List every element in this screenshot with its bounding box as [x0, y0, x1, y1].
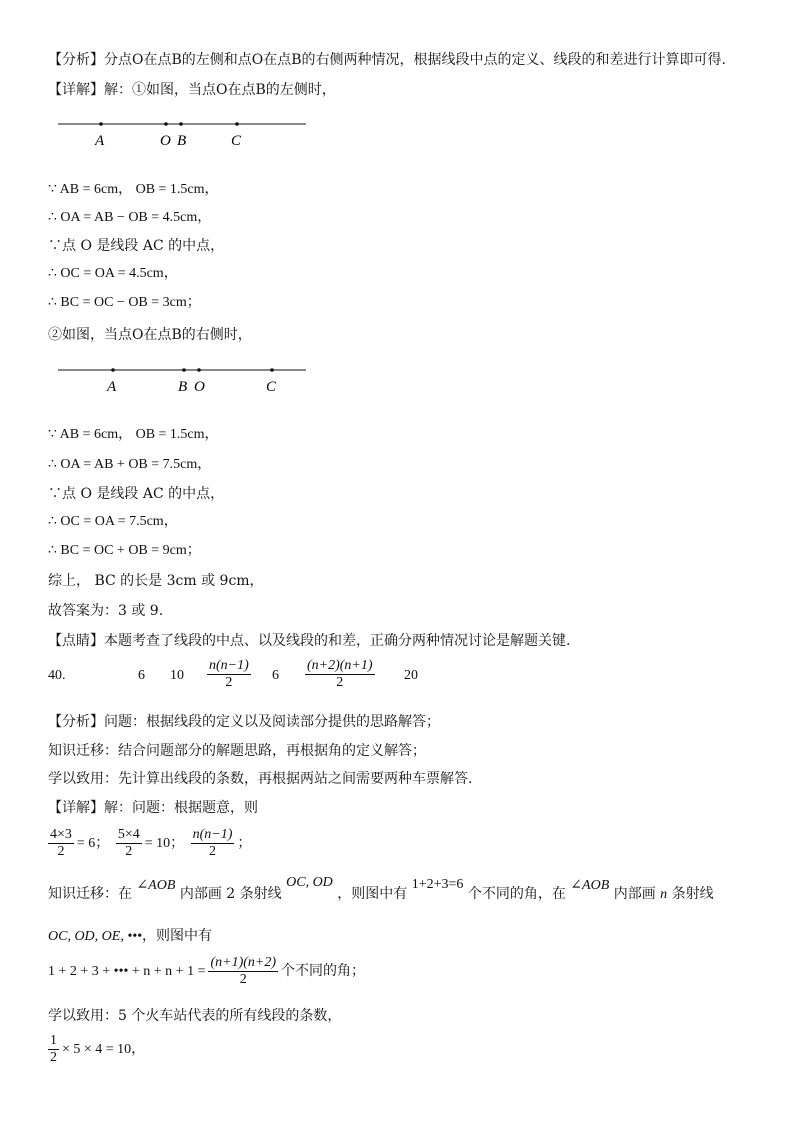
transfer-text-f: 条射线 [671, 886, 714, 902]
case2-line-4: ∴ OC = OA = 7.5cm， [48, 514, 178, 529]
sum-lhs: 1 + 2 + 3 + ••• + n + n + 1 = [48, 964, 206, 979]
analysis2-text-1: 问题：根据线段的定义以及阅读部分提供的思路解答； [104, 714, 440, 730]
fraction-numerator: 4×3 [50, 827, 72, 843]
apply-equation [48, 1032, 145, 1068]
angle-count-sum: 1+2+3=6 [411, 877, 464, 892]
answer-4: 6 [272, 668, 279, 683]
point-b [179, 122, 183, 126]
point-b [182, 368, 186, 372]
case2-line-3: ∵点 O 是线段 AC 的中点， [48, 486, 225, 502]
analysis2-tag: 【分析】 [48, 714, 104, 730]
label-c: C [266, 379, 277, 395]
rays-oc-od: OC, OD [286, 875, 333, 890]
fraction-denominator: 2 [336, 675, 344, 690]
analysis2-line-1 [48, 712, 440, 732]
fraction-denominator: 2 [50, 1050, 57, 1066]
case2-intro: ②如图，当点O在点B的右侧时， [48, 327, 252, 343]
answer-1: 6 [138, 668, 145, 683]
sum-text: 个不同的角； [281, 963, 366, 979]
case1-line-3: ∵点 O 是线段 AC 的中点， [48, 238, 225, 254]
transfer-text-e: 内部画 [613, 886, 656, 902]
label-a: A [95, 133, 105, 149]
angle-sum-equation [48, 953, 365, 990]
label-b: B [177, 133, 187, 149]
rays-list: OC, OD, OE, ••• [48, 929, 143, 944]
case1-line-1: ∵ AB = 6cm， OB = 1.5cm， [48, 182, 219, 197]
point-c [270, 368, 274, 372]
equation-result-3: ； [237, 836, 252, 851]
analysis-paragraph [48, 50, 726, 70]
question-number: 40. [48, 668, 66, 683]
fraction-denominator: 2 [125, 844, 133, 860]
case1-line-5: ∴ BC = OC − OB = 3cm； [48, 295, 201, 310]
case1-line-4: ∴ OC = OA = 4.5cm， [48, 266, 178, 281]
line-diagram-case1 [58, 112, 310, 152]
detail-tag: 【详解】 [48, 82, 104, 98]
point-o [164, 122, 168, 126]
detail2-tag: 【详解】 [48, 800, 104, 816]
case1-line-2: ∴ OA = AB − OB = 4.5cm， [48, 210, 212, 225]
answer-6: 20 [404, 668, 418, 683]
label-a: A [107, 379, 117, 395]
problem-equation [48, 826, 251, 862]
fraction-numerator: n(n−1) [192, 827, 233, 843]
fraction-numerator: 1 [50, 1033, 57, 1049]
apply-line: 学以致用：5 个火车站代表的所有线段的条数， [48, 1008, 342, 1024]
analysis2-line-3: 学以致用：先计算出线段的条数，再根据两站之间需要两种车票解答. [48, 771, 473, 787]
line-diagram-case2 [58, 358, 310, 398]
transfer-text-a: 知识迁移：在 [48, 886, 132, 902]
apply-equation-rest: × 5 × 4 = 10， [62, 1042, 146, 1057]
summary-line: 综上， BC 的长是 3cm 或 9cm， [48, 573, 264, 589]
transfer-text-b: 内部画 2 条射线 [179, 886, 282, 902]
angle-aob: ∠AOB [570, 878, 610, 893]
transfer-text-d: 个不同的角，在 [467, 886, 566, 902]
point-a [111, 368, 115, 372]
fraction-denominator: 2 [57, 844, 65, 860]
case1-intro: 解：①如图，当点O在点B的左侧时， [104, 82, 336, 98]
angle-aob: ∠AOB [136, 878, 176, 893]
case2-line-5: ∴ BC = OC + OB = 9cm； [48, 543, 201, 558]
fraction-denominator: 2 [239, 972, 247, 988]
case2-line-2: ∴ OA = AB + OB = 7.5cm， [48, 457, 212, 472]
comment-text: 本题考查了线段的中点、以及线段的和差，正确分两种情况讨论是解题关键. [104, 633, 571, 649]
case2-line-1: ∵ AB = 6cm， OB = 1.5cm， [48, 427, 219, 442]
detail2-intro [48, 798, 258, 818]
analysis2-line-2: 知识迁移：结合问题部分的解题思路，再根据角的定义解答； [48, 743, 426, 759]
transfer-line-2 [48, 926, 212, 947]
label-c: C [231, 133, 242, 149]
point-a [99, 122, 103, 126]
fraction-numerator: 5×4 [117, 827, 140, 843]
answer-5-fraction [302, 658, 378, 691]
answer-2: 10 [170, 668, 184, 683]
fraction-numerator: (n+1)(n+2) [210, 955, 277, 971]
label-b: B [178, 379, 188, 395]
fraction-numerator: (n+2)(n+1) [307, 658, 373, 673]
detail-intro [48, 80, 336, 100]
detail2-intro-text: 解：问题：根据题意，则 [104, 800, 258, 816]
point-c [235, 122, 239, 126]
transfer-text-c: ，则图中有 [337, 886, 408, 902]
label-o: O [194, 379, 205, 395]
comment-tag: 【点睛】 [48, 633, 104, 649]
fraction-denominator: 2 [225, 675, 233, 690]
label-o: O [160, 133, 171, 149]
fraction-denominator: 2 [209, 844, 217, 860]
point-o [197, 368, 201, 372]
equation-result-2: = 10； [144, 836, 185, 851]
fraction-numerator: n(n−1) [209, 658, 249, 673]
analysis-text: 分点O在点B的左侧和点O在点B的右侧两种情况，根据线段中点的定义、线段的和差进行计算即可得. [104, 52, 726, 68]
variable-n: n [660, 887, 668, 902]
answer-3-fraction [204, 658, 254, 691]
equation-result-1: = 6； [76, 836, 110, 851]
comment-paragraph [48, 631, 570, 651]
analysis-tag: 【分析】 [48, 52, 104, 68]
answer-line: 故答案为：3 或 9. [48, 603, 164, 619]
transfer-line [48, 875, 714, 905]
transfer-text-g: ，则图中有 [142, 928, 213, 944]
